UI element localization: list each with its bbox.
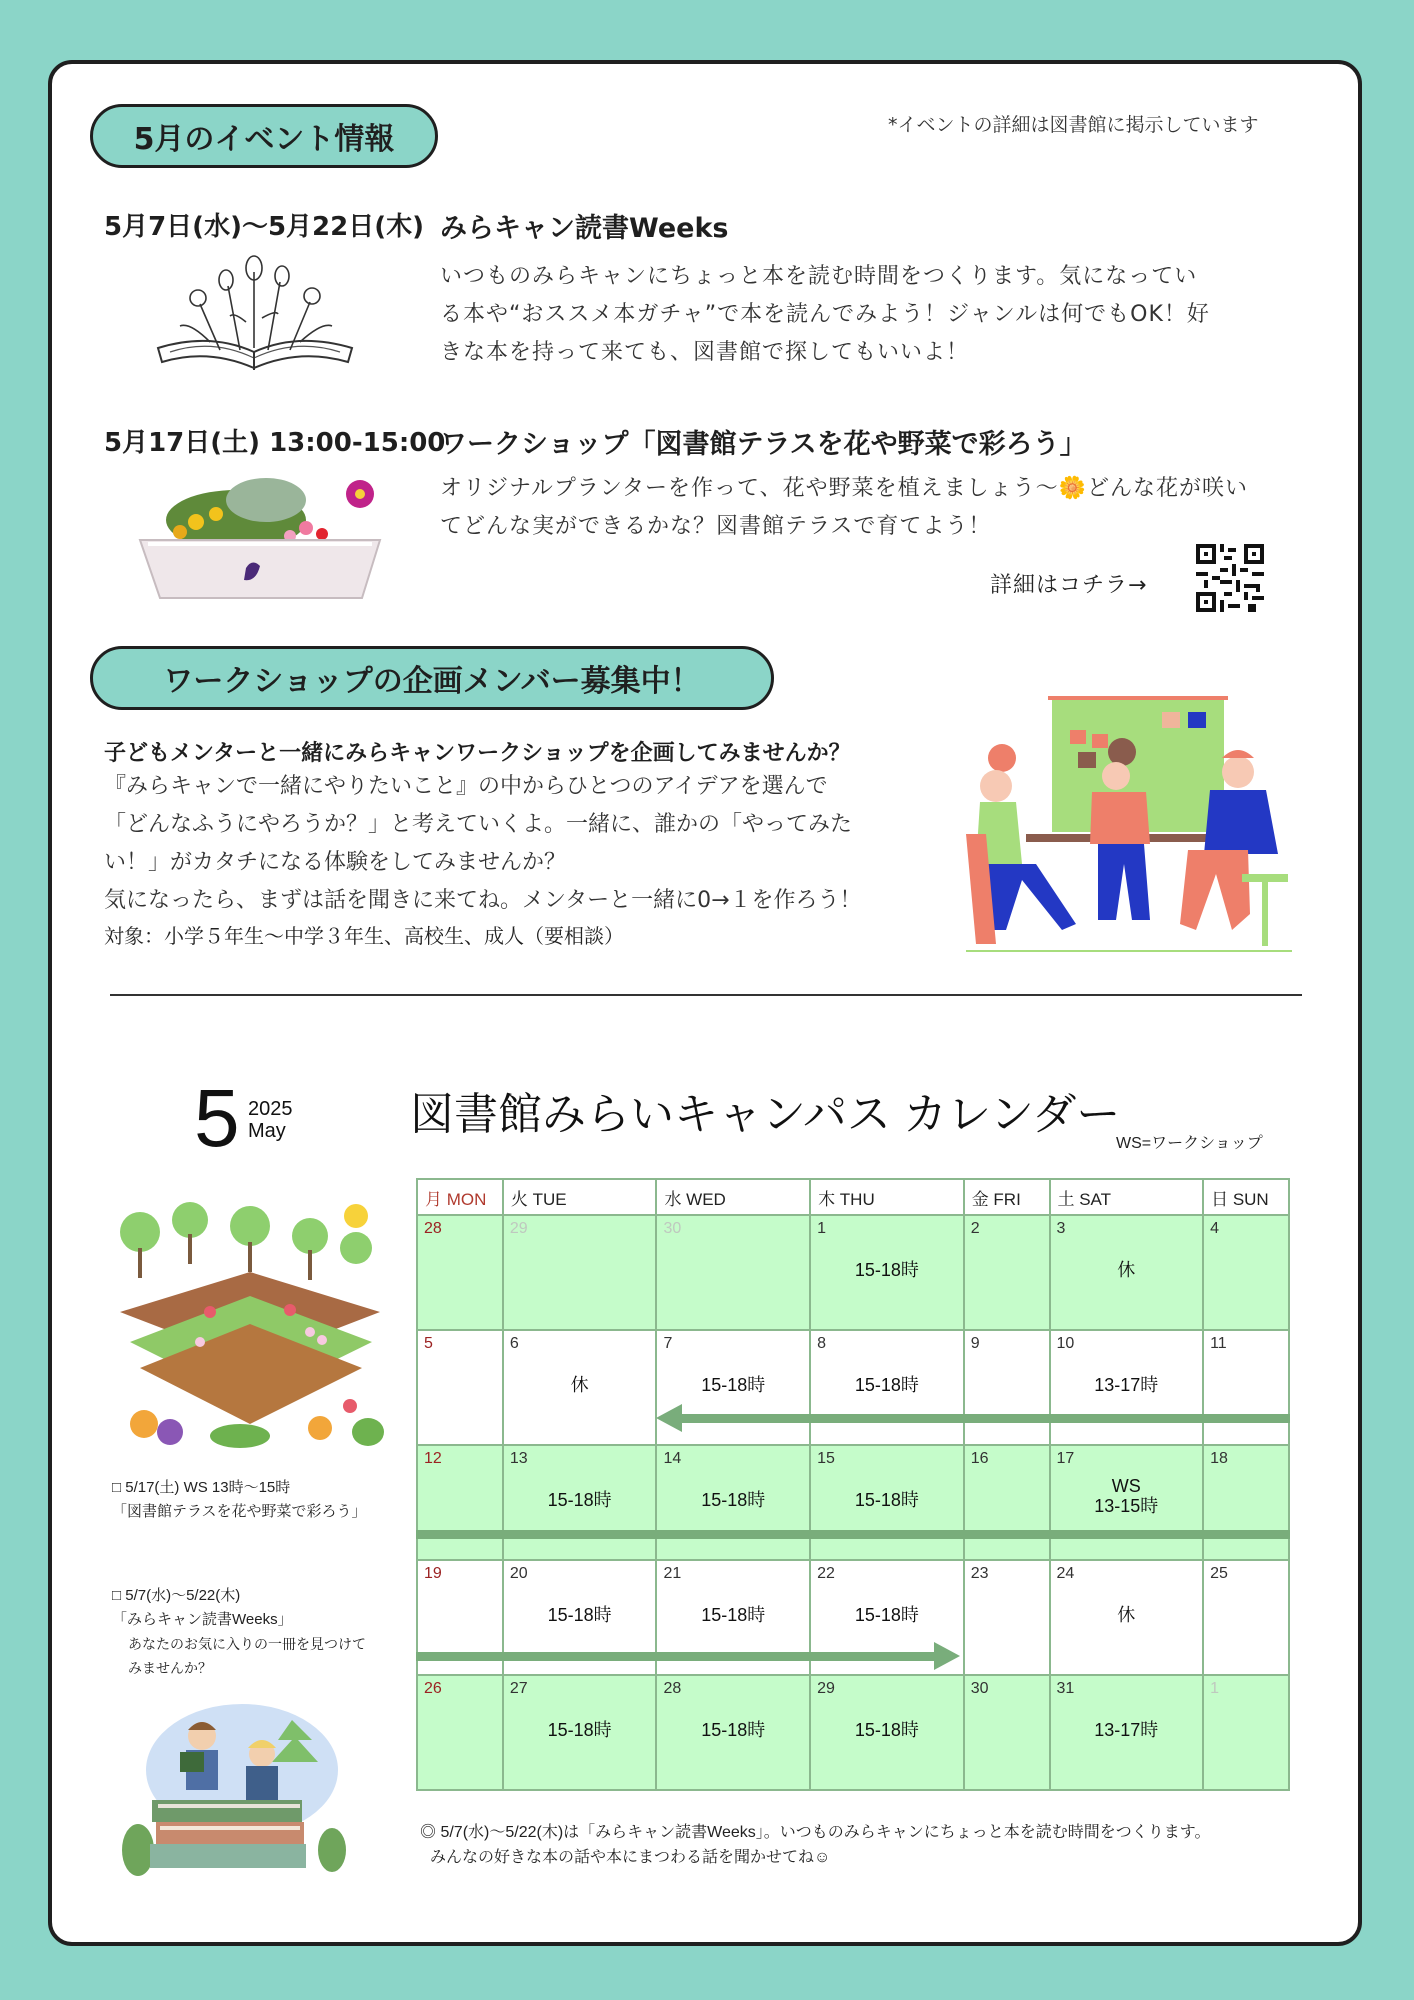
day-hours: 13-17時 bbox=[1094, 1720, 1159, 1740]
calendar-day-cell bbox=[964, 1445, 1050, 1560]
event2-date: 5月17日(土) 13:00-15:00 bbox=[104, 428, 446, 458]
day-number: 5 bbox=[424, 1335, 433, 1352]
event1-title: みらキャン読書Weeks bbox=[440, 213, 729, 244]
calendar-day-cell bbox=[1203, 1560, 1289, 1675]
day-number: 16 bbox=[970, 1450, 989, 1467]
day-number: 13 bbox=[509, 1450, 528, 1467]
event1-desc-line: きな本を持って来ても、図書館で探してもいいよ！ bbox=[440, 340, 970, 365]
event1-desc-line: る本や“おススメ本ガチャ”で本を読んでみよう！ジャンルは何でもOK！好 bbox=[440, 302, 1210, 327]
vegetable-garden-illustration bbox=[110, 1192, 386, 1454]
day-number: 17 bbox=[1056, 1450, 1075, 1467]
event2-title: ワークショップ「図書館テラスを花や野菜で彩ろう」 bbox=[440, 429, 1087, 460]
day-hours: 休 bbox=[1117, 1605, 1136, 1625]
day-number: 4 bbox=[1210, 1220, 1219, 1237]
day-number: 19 bbox=[424, 1565, 442, 1582]
reading-weeks-arrow-week4 bbox=[416, 1652, 936, 1661]
side-note-line: □ 5/7(水)〜5/22(木) bbox=[112, 1587, 241, 1604]
calendar-day-cell bbox=[1203, 1675, 1289, 1790]
day-number: 22 bbox=[817, 1565, 835, 1582]
day-number: 23 bbox=[970, 1565, 989, 1582]
day-number: 8 bbox=[817, 1335, 826, 1352]
day-number: 25 bbox=[1210, 1565, 1228, 1582]
recruit-line: 気になったら、まずは話を聞きに来てね。メンターと一緒に0→１を作ろう！ bbox=[104, 888, 862, 913]
day-hours: 15-18時 bbox=[547, 1720, 612, 1740]
day-number: 11 bbox=[1210, 1335, 1227, 1352]
recruit-line: 「どんなふうにやろうか？」と考えていくよ。一緒に、誰かの「やってみた bbox=[104, 812, 853, 837]
day-number: 2 bbox=[970, 1220, 980, 1237]
calendar-day-cell bbox=[503, 1675, 657, 1790]
calendar-day-cell bbox=[810, 1445, 964, 1560]
day-hours: 休 bbox=[1117, 1260, 1136, 1280]
calendar-week-row bbox=[417, 1445, 1289, 1560]
calendar-day-cell bbox=[417, 1675, 503, 1790]
calendar-month-number: 5 bbox=[194, 1073, 240, 1164]
day-hours: 15-18時 bbox=[701, 1605, 766, 1625]
weekday-header-sat: 土 SAT bbox=[1050, 1179, 1204, 1215]
day-number: 9 bbox=[970, 1335, 980, 1352]
calendar-day-cell bbox=[417, 1215, 503, 1330]
event2-desc-line: オリジナルプランターを作って、花や野菜を植えましょう〜🌼どんな花が咲い bbox=[440, 476, 1248, 501]
section-divider bbox=[110, 994, 1302, 996]
arrow-head-left bbox=[656, 1404, 682, 1432]
day-hours: 15-18時 bbox=[701, 1375, 766, 1395]
reading-weeks-arrow-week3 bbox=[416, 1530, 1290, 1539]
day-number: 14 bbox=[663, 1450, 682, 1467]
calendar-day-cell bbox=[656, 1215, 810, 1330]
calendar-day-cell bbox=[417, 1445, 503, 1560]
calendar-year: 2025 bbox=[248, 1098, 293, 1120]
day-number: 28 bbox=[424, 1220, 442, 1237]
day-hours: 15-18時 bbox=[854, 1490, 919, 1510]
day-number: 1 bbox=[817, 1220, 826, 1237]
day-hours: 15-18時 bbox=[854, 1260, 919, 1280]
calendar-day-cell bbox=[1203, 1445, 1289, 1560]
day-number: 21 bbox=[663, 1565, 682, 1582]
calendar-day-cell bbox=[1050, 1675, 1204, 1790]
calendar-day-cell bbox=[964, 1675, 1050, 1790]
calendar-day-cell bbox=[1050, 1445, 1204, 1560]
day-number: 29 bbox=[817, 1680, 835, 1697]
day-hours: 15-18時 bbox=[701, 1490, 766, 1510]
events-heading: 5月のイベント情報 bbox=[90, 104, 438, 168]
kids-reading-illustration bbox=[122, 1700, 348, 1876]
team-meeting-illustration bbox=[966, 694, 1292, 956]
calendar-day-cell bbox=[1050, 1560, 1204, 1675]
calendar-week-row bbox=[417, 1330, 1289, 1445]
day-number: 18 bbox=[1210, 1450, 1228, 1467]
day-hours: 15-18時 bbox=[854, 1720, 919, 1740]
day-hours: 15-18時 bbox=[854, 1375, 919, 1395]
calendar-day-cell bbox=[810, 1675, 964, 1790]
calendar-day-cell bbox=[1203, 1215, 1289, 1330]
day-number: 15 bbox=[817, 1450, 835, 1467]
weekday-header-thu: 木 THU bbox=[810, 1179, 964, 1215]
weekday-header-sun: 日 SUN bbox=[1203, 1179, 1289, 1215]
calendar-day-cell bbox=[810, 1215, 964, 1330]
day-number: 3 bbox=[1056, 1220, 1066, 1237]
day-number: 7 bbox=[663, 1335, 673, 1352]
recruit-line: い！」がカタチになる体験をしてみませんか？ bbox=[104, 850, 567, 875]
side-note-workshop bbox=[112, 1476, 367, 1524]
event1-desc bbox=[440, 258, 1280, 372]
recruit-target: 対象：小学５年生〜中学３年生、高校生、成人（要相談） bbox=[104, 924, 624, 948]
side-note-reading-weeks bbox=[112, 1584, 366, 1680]
weekday-row bbox=[417, 1179, 1289, 1215]
calendar-day-cell bbox=[810, 1330, 964, 1445]
calendar-title: 図書館みらいキャンパス カレンダー bbox=[410, 1090, 1121, 1139]
planter-photo bbox=[136, 470, 386, 606]
recruit-lead: 子どもメンターと一緒にみらキャンワークショップを企画してみませんか？ bbox=[104, 741, 851, 766]
calendar-day-cell bbox=[503, 1215, 657, 1330]
calendar-month-en: May bbox=[248, 1120, 286, 1142]
day-hours: 15-18時 bbox=[701, 1720, 766, 1740]
calendar-day-cell bbox=[964, 1215, 1050, 1330]
day-hours: 15-18時 bbox=[547, 1605, 612, 1625]
book-flowers-illustration bbox=[150, 252, 360, 378]
recruit-heading: ワークショップの企画メンバー募集中！ bbox=[90, 646, 774, 710]
day-number: 31 bbox=[1056, 1680, 1075, 1697]
calendar-legend: WS=ワークショップ bbox=[1116, 1135, 1263, 1152]
day-number: 29 bbox=[509, 1220, 528, 1237]
calendar-table bbox=[416, 1178, 1290, 1791]
side-note-line: 「図書館テラスを花や野菜で彩ろう」 bbox=[112, 1503, 367, 1520]
day-hours: 休 bbox=[570, 1375, 589, 1395]
day-number: 20 bbox=[509, 1565, 528, 1582]
recruit-line: 『みらキャンで一緒にやりたいこと』の中からひとつのアイデアを選んで bbox=[104, 774, 828, 799]
calendar-day-cell bbox=[1050, 1330, 1204, 1445]
side-note-line: 「みらキャン読書Weeks」 bbox=[112, 1611, 293, 1628]
calendar-day-cell bbox=[1050, 1215, 1204, 1330]
day-hours: 13-17時 bbox=[1094, 1375, 1159, 1395]
weekday-header-fri: 金 FRI bbox=[964, 1179, 1050, 1215]
calendar-day-cell bbox=[417, 1330, 503, 1445]
calendar-day-cell bbox=[656, 1445, 810, 1560]
event1-date: 5月7日(水)〜5月22日(木) bbox=[104, 212, 424, 242]
calendar-week-row bbox=[417, 1215, 1289, 1330]
calendar-day-cell bbox=[964, 1330, 1050, 1445]
calendar-footer bbox=[420, 1820, 1210, 1870]
day-number: 27 bbox=[509, 1680, 528, 1697]
qr-code[interactable] bbox=[1196, 544, 1264, 612]
reading-weeks-arrow-week2 bbox=[676, 1414, 1290, 1423]
calendar-day-cell bbox=[503, 1330, 657, 1445]
day-number: 10 bbox=[1056, 1335, 1075, 1352]
calendar-week-row bbox=[417, 1675, 1289, 1790]
footer-line: みんなの好きな本の話や本にまつわる話を聞かせてね☺ bbox=[430, 1849, 831, 1866]
day-number: 6 bbox=[509, 1335, 519, 1352]
calendar-day-cell bbox=[964, 1560, 1050, 1675]
arrow-head-right bbox=[934, 1642, 960, 1670]
calendar-day-cell bbox=[656, 1675, 810, 1790]
day-hours: WS 13-15時 bbox=[1094, 1476, 1159, 1516]
day-number: 24 bbox=[1056, 1565, 1075, 1582]
event2-desc bbox=[440, 470, 1300, 546]
recruit-body bbox=[104, 768, 954, 920]
day-number: 28 bbox=[663, 1680, 682, 1697]
details-link[interactable]: 詳細はコチラ→ bbox=[990, 573, 1148, 598]
side-note-line: あなたのお気に入りの一冊を見つけて bbox=[128, 1636, 366, 1652]
day-hours: 15-18時 bbox=[547, 1490, 612, 1510]
event2-desc-line: てどんな実ができるかな？図書館テラスで育てよう！ bbox=[440, 514, 992, 539]
calendar-day-cell bbox=[503, 1445, 657, 1560]
weekday-header-mon: 月 MON bbox=[417, 1179, 503, 1215]
day-number: 1 bbox=[1210, 1680, 1219, 1697]
side-note-line: □ 5/17(土) WS 13時〜15時 bbox=[112, 1479, 291, 1496]
weekday-header-wed: 水 WED bbox=[656, 1179, 810, 1215]
day-number: 12 bbox=[424, 1450, 442, 1467]
calendar-day-cell bbox=[1203, 1330, 1289, 1445]
event1-desc-line: いつものみらキャンにちょっと本を読む時間をつくります。気になってい bbox=[440, 264, 1198, 289]
day-hours: 15-18時 bbox=[854, 1605, 919, 1625]
day-number: 26 bbox=[424, 1680, 442, 1697]
side-note-line: みませんか？ bbox=[128, 1660, 212, 1676]
weekday-header-tue: 火 TUE bbox=[503, 1179, 657, 1215]
day-number: 30 bbox=[663, 1220, 682, 1237]
day-number: 30 bbox=[970, 1680, 989, 1697]
footer-line: ◎ 5/7(水)〜5/22(木)は「みらキャン読書Weeks」。いつものみらキャンにちょっと本を読む時間をつくります。 bbox=[420, 1824, 1211, 1841]
events-note: *イベントの詳細は図書館に掲示しています bbox=[888, 114, 1259, 136]
